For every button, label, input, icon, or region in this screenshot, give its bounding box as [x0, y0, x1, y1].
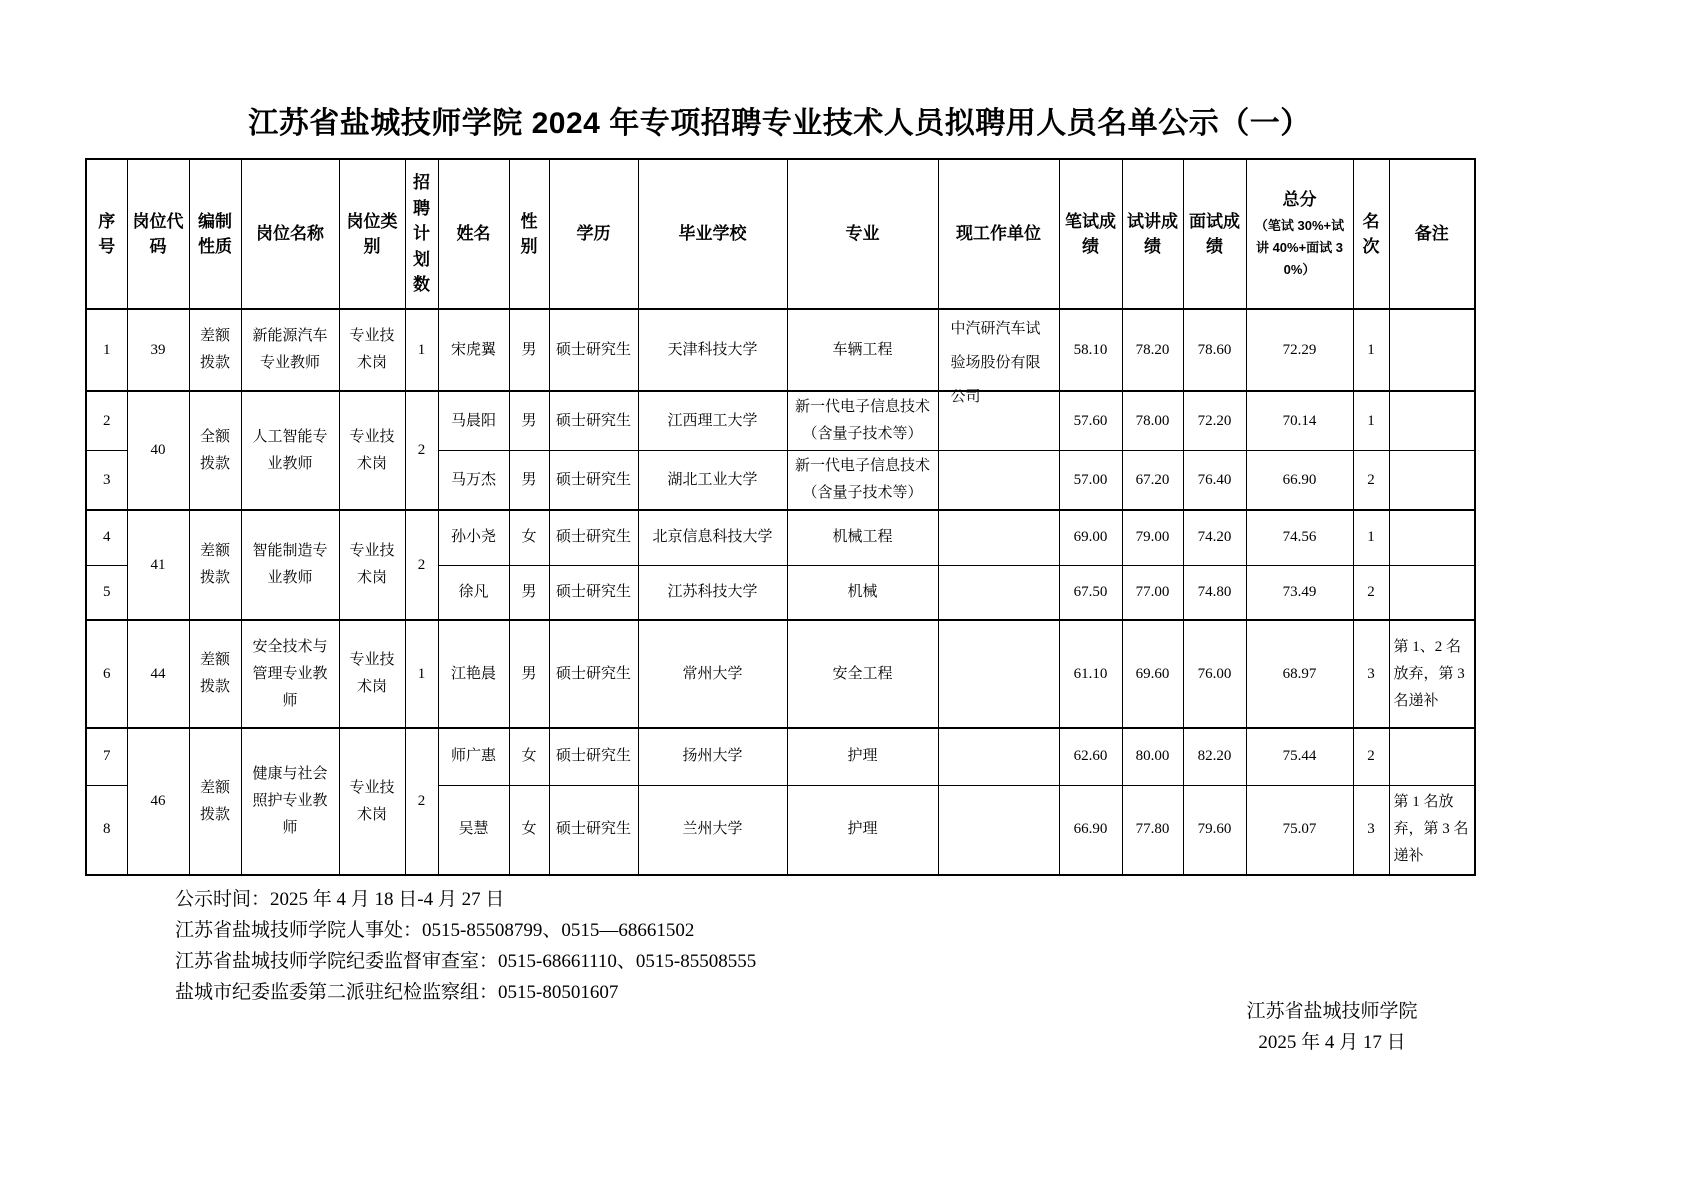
header-seq: 序号: [86, 159, 127, 309]
cell-major: 护理: [787, 785, 938, 875]
footer-contact-block: [175, 884, 756, 1008]
cell-interview: 74.80: [1183, 565, 1246, 620]
cell-major: 新一代电子信息技术（含量子技术等）: [787, 451, 938, 511]
cell-trial: 79.00: [1122, 510, 1183, 565]
cell-post-type: 专业技术岗: [339, 510, 405, 620]
header-post: 岗位名称: [241, 159, 339, 309]
cell-note: [1389, 451, 1475, 511]
cell-seq: 2: [86, 391, 127, 451]
cell-trial: 78.20: [1122, 309, 1183, 391]
cell-employer: [938, 451, 1059, 511]
cell-gender: 男: [509, 309, 549, 391]
cell-written: 66.90: [1059, 785, 1122, 875]
cell-seq: 5: [86, 565, 127, 620]
cell-seq: 8: [86, 785, 127, 875]
cell-name: 吴慧: [438, 785, 509, 875]
cell-rank: 2: [1353, 565, 1389, 620]
cell-funding: 差额拨款: [189, 510, 241, 620]
cell-name: 孙小尧: [438, 510, 509, 565]
cell-interview: 82.20: [1183, 728, 1246, 785]
header-code: 岗位代码: [127, 159, 189, 309]
cell-employer: [938, 510, 1059, 565]
cell-total: 68.97: [1246, 620, 1353, 728]
header-total: [1246, 159, 1353, 309]
cell-interview: 78.60: [1183, 309, 1246, 391]
cell-gender: 男: [509, 391, 549, 451]
cell-school: 兰州大学: [638, 785, 787, 875]
cell-rank: 1: [1353, 391, 1389, 451]
cell-seq: 1: [86, 309, 127, 391]
cell-name: 徐凡: [438, 565, 509, 620]
cell-plan: 2: [405, 510, 438, 620]
cell-school: 扬州大学: [638, 728, 787, 785]
cell-name: 宋虎翼: [438, 309, 509, 391]
discipline-office-phone: 江苏省盐城技师学院纪委监督审查室：0515-68661110、0515-85508555: [175, 951, 757, 972]
signature-block: [1222, 996, 1442, 1058]
publicity-period: 公示时间：2025 年 4 月 18 日-4 月 27 日: [175, 889, 505, 910]
cell-note: [1389, 728, 1475, 785]
cell-written: 67.50: [1059, 565, 1122, 620]
table-row: [86, 391, 1475, 451]
cell-employer: [938, 309, 1059, 405]
cell-written: 69.00: [1059, 510, 1122, 565]
cell-major: 机械: [787, 565, 938, 620]
cell-rank: 1: [1353, 510, 1389, 565]
cell-total: 74.56: [1246, 510, 1353, 565]
cell-rank: 3: [1353, 785, 1389, 875]
cell-code: 40: [127, 391, 189, 510]
cell-funding: 全额拨款: [189, 391, 241, 510]
cell-trial: 67.20: [1122, 451, 1183, 511]
cell-code: 41: [127, 510, 189, 620]
cell-post-type: 专业技术岗: [339, 391, 405, 510]
cell-major: 机械工程: [787, 510, 938, 565]
cell-written: 58.10: [1059, 309, 1122, 391]
cell-employer: [938, 565, 1059, 620]
header-gender: 性别: [509, 159, 549, 309]
cell-seq: 6: [86, 620, 127, 728]
cell-gender: 女: [509, 785, 549, 875]
cell-school: 常州大学: [638, 620, 787, 728]
header-total-main: 总分: [1282, 190, 1317, 210]
cell-name: 马晨阳: [438, 391, 509, 451]
header-major: 专业: [787, 159, 938, 309]
cell-trial: 69.60: [1122, 620, 1183, 728]
cell-employer: [938, 785, 1059, 875]
roster-table: [85, 158, 1476, 876]
cell-post: 智能制造专业教师: [241, 510, 339, 620]
supervision-group-phone: 盐城市纪委监委第二派驻纪检监察组：0515-80501607: [175, 982, 619, 1003]
header-degree: 学历: [549, 159, 638, 309]
header-funding: 编制性质: [189, 159, 241, 309]
cell-total: 72.29: [1246, 309, 1353, 391]
cell-school: 北京信息科技大学: [638, 510, 787, 565]
cell-written: 57.00: [1059, 451, 1122, 511]
table-row: [86, 510, 1475, 565]
cell-plan: 1: [405, 620, 438, 728]
cell-seq: 3: [86, 451, 127, 511]
cell-seq: 4: [86, 510, 127, 565]
table-row: [86, 728, 1475, 785]
header-plan: 招聘计划数: [405, 159, 438, 309]
cell-gender: 女: [509, 510, 549, 565]
cell-major: 新一代电子信息技术（含量子技术等）: [787, 391, 938, 451]
cell-major: 车辆工程: [787, 309, 938, 391]
cell-note: 第 1、2 名放弃，第 3 名递补: [1389, 620, 1475, 728]
cell-total: 75.07: [1246, 785, 1353, 875]
header-rank: 名次: [1353, 159, 1389, 309]
cell-trial: 77.00: [1122, 565, 1183, 620]
cell-written: 62.60: [1059, 728, 1122, 785]
cell-total: 75.44: [1246, 728, 1353, 785]
cell-school: 天津科技大学: [638, 309, 787, 391]
cell-written: 61.10: [1059, 620, 1122, 728]
cell-trial: 77.80: [1122, 785, 1183, 875]
signature-organization: 江苏省盐城技师学院: [1246, 1001, 1418, 1022]
cell-post-type: 专业技术岗: [339, 309, 405, 391]
cell-post-type: 专业技术岗: [339, 728, 405, 875]
cell-rank: 2: [1353, 451, 1389, 511]
cell-note: [1389, 565, 1475, 620]
cell-post: 新能源汽车专业教师: [241, 309, 339, 391]
header-post-type: 岗位类别: [339, 159, 405, 309]
cell-interview: 72.20: [1183, 391, 1246, 451]
table-header-row: [86, 159, 1475, 309]
cell-degree: 硕士研究生: [549, 451, 638, 511]
cell-funding: 差额拨款: [189, 620, 241, 728]
table-row: [86, 309, 1475, 391]
cell-post: 健康与社会照护专业教师: [241, 728, 339, 875]
header-written: 笔试成绩: [1059, 159, 1122, 309]
cell-rank: 1: [1353, 309, 1389, 391]
cell-note: [1389, 309, 1475, 391]
cell-code: 39: [127, 309, 189, 391]
cell-employer: [938, 728, 1059, 785]
cell-post: 人工智能专业教师: [241, 391, 339, 510]
cell-degree: 硕士研究生: [549, 565, 638, 620]
cell-name: 师广惠: [438, 728, 509, 785]
header-trial: 试讲成绩: [1122, 159, 1183, 309]
cell-note: [1389, 510, 1475, 565]
cell-gender: 男: [509, 451, 549, 511]
cell-rank: 2: [1353, 728, 1389, 785]
cell-plan: 2: [405, 391, 438, 510]
signature-date: 2025 年 4 月 17 日: [1258, 1032, 1406, 1053]
cell-post: 安全技术与管理专业教师: [241, 620, 339, 728]
cell-major: 安全工程: [787, 620, 938, 728]
cell-interview: 76.40: [1183, 451, 1246, 511]
cell-employer: [938, 620, 1059, 728]
cell-funding: 差额拨款: [189, 728, 241, 875]
cell-trial: 80.00: [1122, 728, 1183, 785]
cell-school: 湖北工业大学: [638, 451, 787, 511]
table-row: [86, 620, 1475, 728]
cell-note: 第 1 名放弃，第 3 名递补: [1389, 785, 1475, 875]
cell-school: 江西理工大学: [638, 391, 787, 451]
cell-degree: 硕士研究生: [549, 510, 638, 565]
cell-name: 江艳晨: [438, 620, 509, 728]
cell-total: 66.90: [1246, 451, 1353, 511]
cell-name: 马万杰: [438, 451, 509, 511]
cell-degree: 硕士研究生: [549, 391, 638, 451]
cell-plan: 2: [405, 728, 438, 875]
cell-funding: 差额拨款: [189, 309, 241, 391]
header-note: 备注: [1389, 159, 1475, 309]
cell-post-type: 专业技术岗: [339, 620, 405, 728]
cell-degree: 硕士研究生: [549, 785, 638, 875]
cell-gender: 女: [509, 728, 549, 785]
cell-degree: 硕士研究生: [549, 728, 638, 785]
cell-total: 70.14: [1246, 391, 1353, 451]
cell-interview: 74.20: [1183, 510, 1246, 565]
employer-text: 中汽研汽车试验场股份有限公司: [950, 321, 1041, 405]
cell-interview: 79.60: [1183, 785, 1246, 875]
cell-note: [1389, 391, 1475, 451]
header-total-formula: （笔试 30%+试讲 40%+面试 30%）: [1254, 217, 1345, 277]
cell-degree: 硕士研究生: [549, 309, 638, 391]
cell-gender: 男: [509, 620, 549, 728]
header-name: 姓名: [438, 159, 509, 309]
page-title: 江苏省盐城技师学院 2024 年专项招聘专业技术人员拟聘用人员名单公示（一）: [248, 107, 1311, 140]
header-interview: 面试成绩: [1183, 159, 1246, 309]
cell-gender: 男: [509, 565, 549, 620]
hr-office-phone: 江苏省盐城技师学院人事处：0515-85508799、0515—68661502: [175, 920, 695, 941]
cell-degree: 硕士研究生: [549, 620, 638, 728]
cell-trial: 78.00: [1122, 391, 1183, 451]
cell-written: 57.60: [1059, 391, 1122, 451]
header-school: 毕业学校: [638, 159, 787, 309]
cell-seq: 7: [86, 728, 127, 785]
cell-code: 44: [127, 620, 189, 728]
header-employer: 现工作单位: [938, 159, 1059, 309]
cell-major: 护理: [787, 728, 938, 785]
cell-code: 46: [127, 728, 189, 875]
cell-rank: 3: [1353, 620, 1389, 728]
cell-plan: 1: [405, 309, 438, 391]
cell-school: 江苏科技大学: [638, 565, 787, 620]
cell-interview: 76.00: [1183, 620, 1246, 728]
cell-total: 73.49: [1246, 565, 1353, 620]
